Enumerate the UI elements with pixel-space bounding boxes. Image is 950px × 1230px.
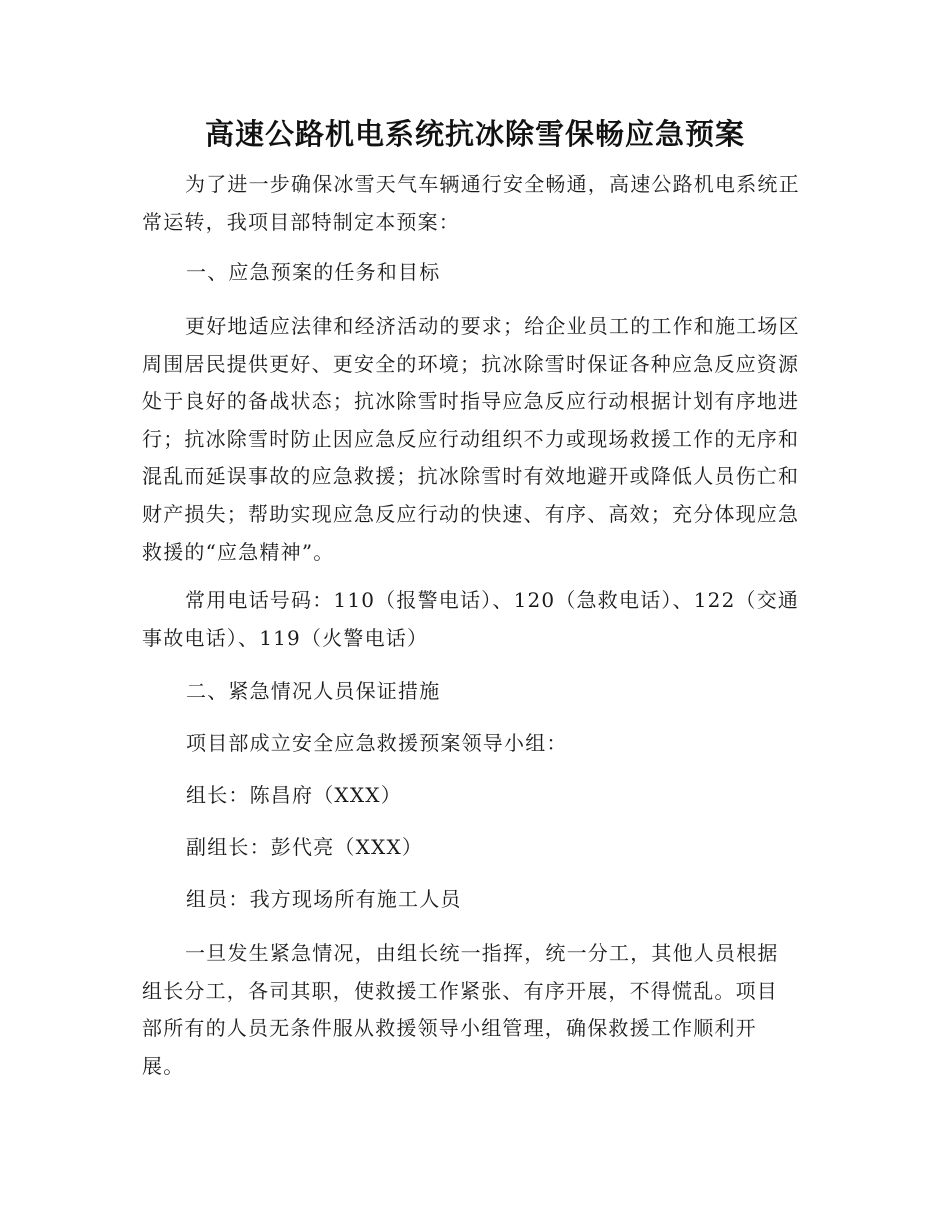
intro-paragraph: 为了进一步确保冰雪天气车辆通行安全畅通，高速公路机电系统正常运转，我项目部特制定本预案： [142,172,800,234]
closing-paragraph: 一旦发生紧急情况，由组长统一指挥，统一分工，其他人员根据组长分工，各司其职，使救援工作紧张、有序开展，不得慌乱。项目部所有的人员无条件服从救援领导小组管理，确保救援工作顺利开展。 [142,941,779,1078]
section1-heading: 一、应急预案的任务和目标 [186,260,441,284]
section1-body-paragraph: 更好地适应法律和经济活动的要求；给企业员工的工作和施工场区周围居民提供更好、更安全的环境；抗冰除雪时保证各种应急反应资源处于良好的备战状态；抗冰除雪时指导应急反应行动根据计划有序地进行；抗冰除雪时防止因应急反应行动组织不力或现场救援工作的无序和混乱而延误事故的应急救援；抗冰除雪时有效地避开或降低人员伤亡和财产损失；帮助实现应急反应行动的快速、有序、高效；充分体现应急救援的“应急精神”。 [142,314,800,564]
section2-heading: 二、紧急情况人员保证措施 [186,679,441,703]
leader-line: 组长：陈昌府（XXX） [186,783,402,807]
members-line: 组员：我方现场所有施工人员 [186,887,462,911]
document-title: 高速公路机电系统抗冰除雪保畅应急预案 [204,117,745,151]
group-intro-line: 项目部成立安全应急救援预案领导小组： [186,731,568,755]
deputy-leader-line: 副组长：彭代亮（XXX） [186,835,424,859]
phone-numbers-paragraph: 常用电话号码：110（报警电话）、120（急救电话）、122（交通事故电话）、119（火警电话） [142,588,800,650]
